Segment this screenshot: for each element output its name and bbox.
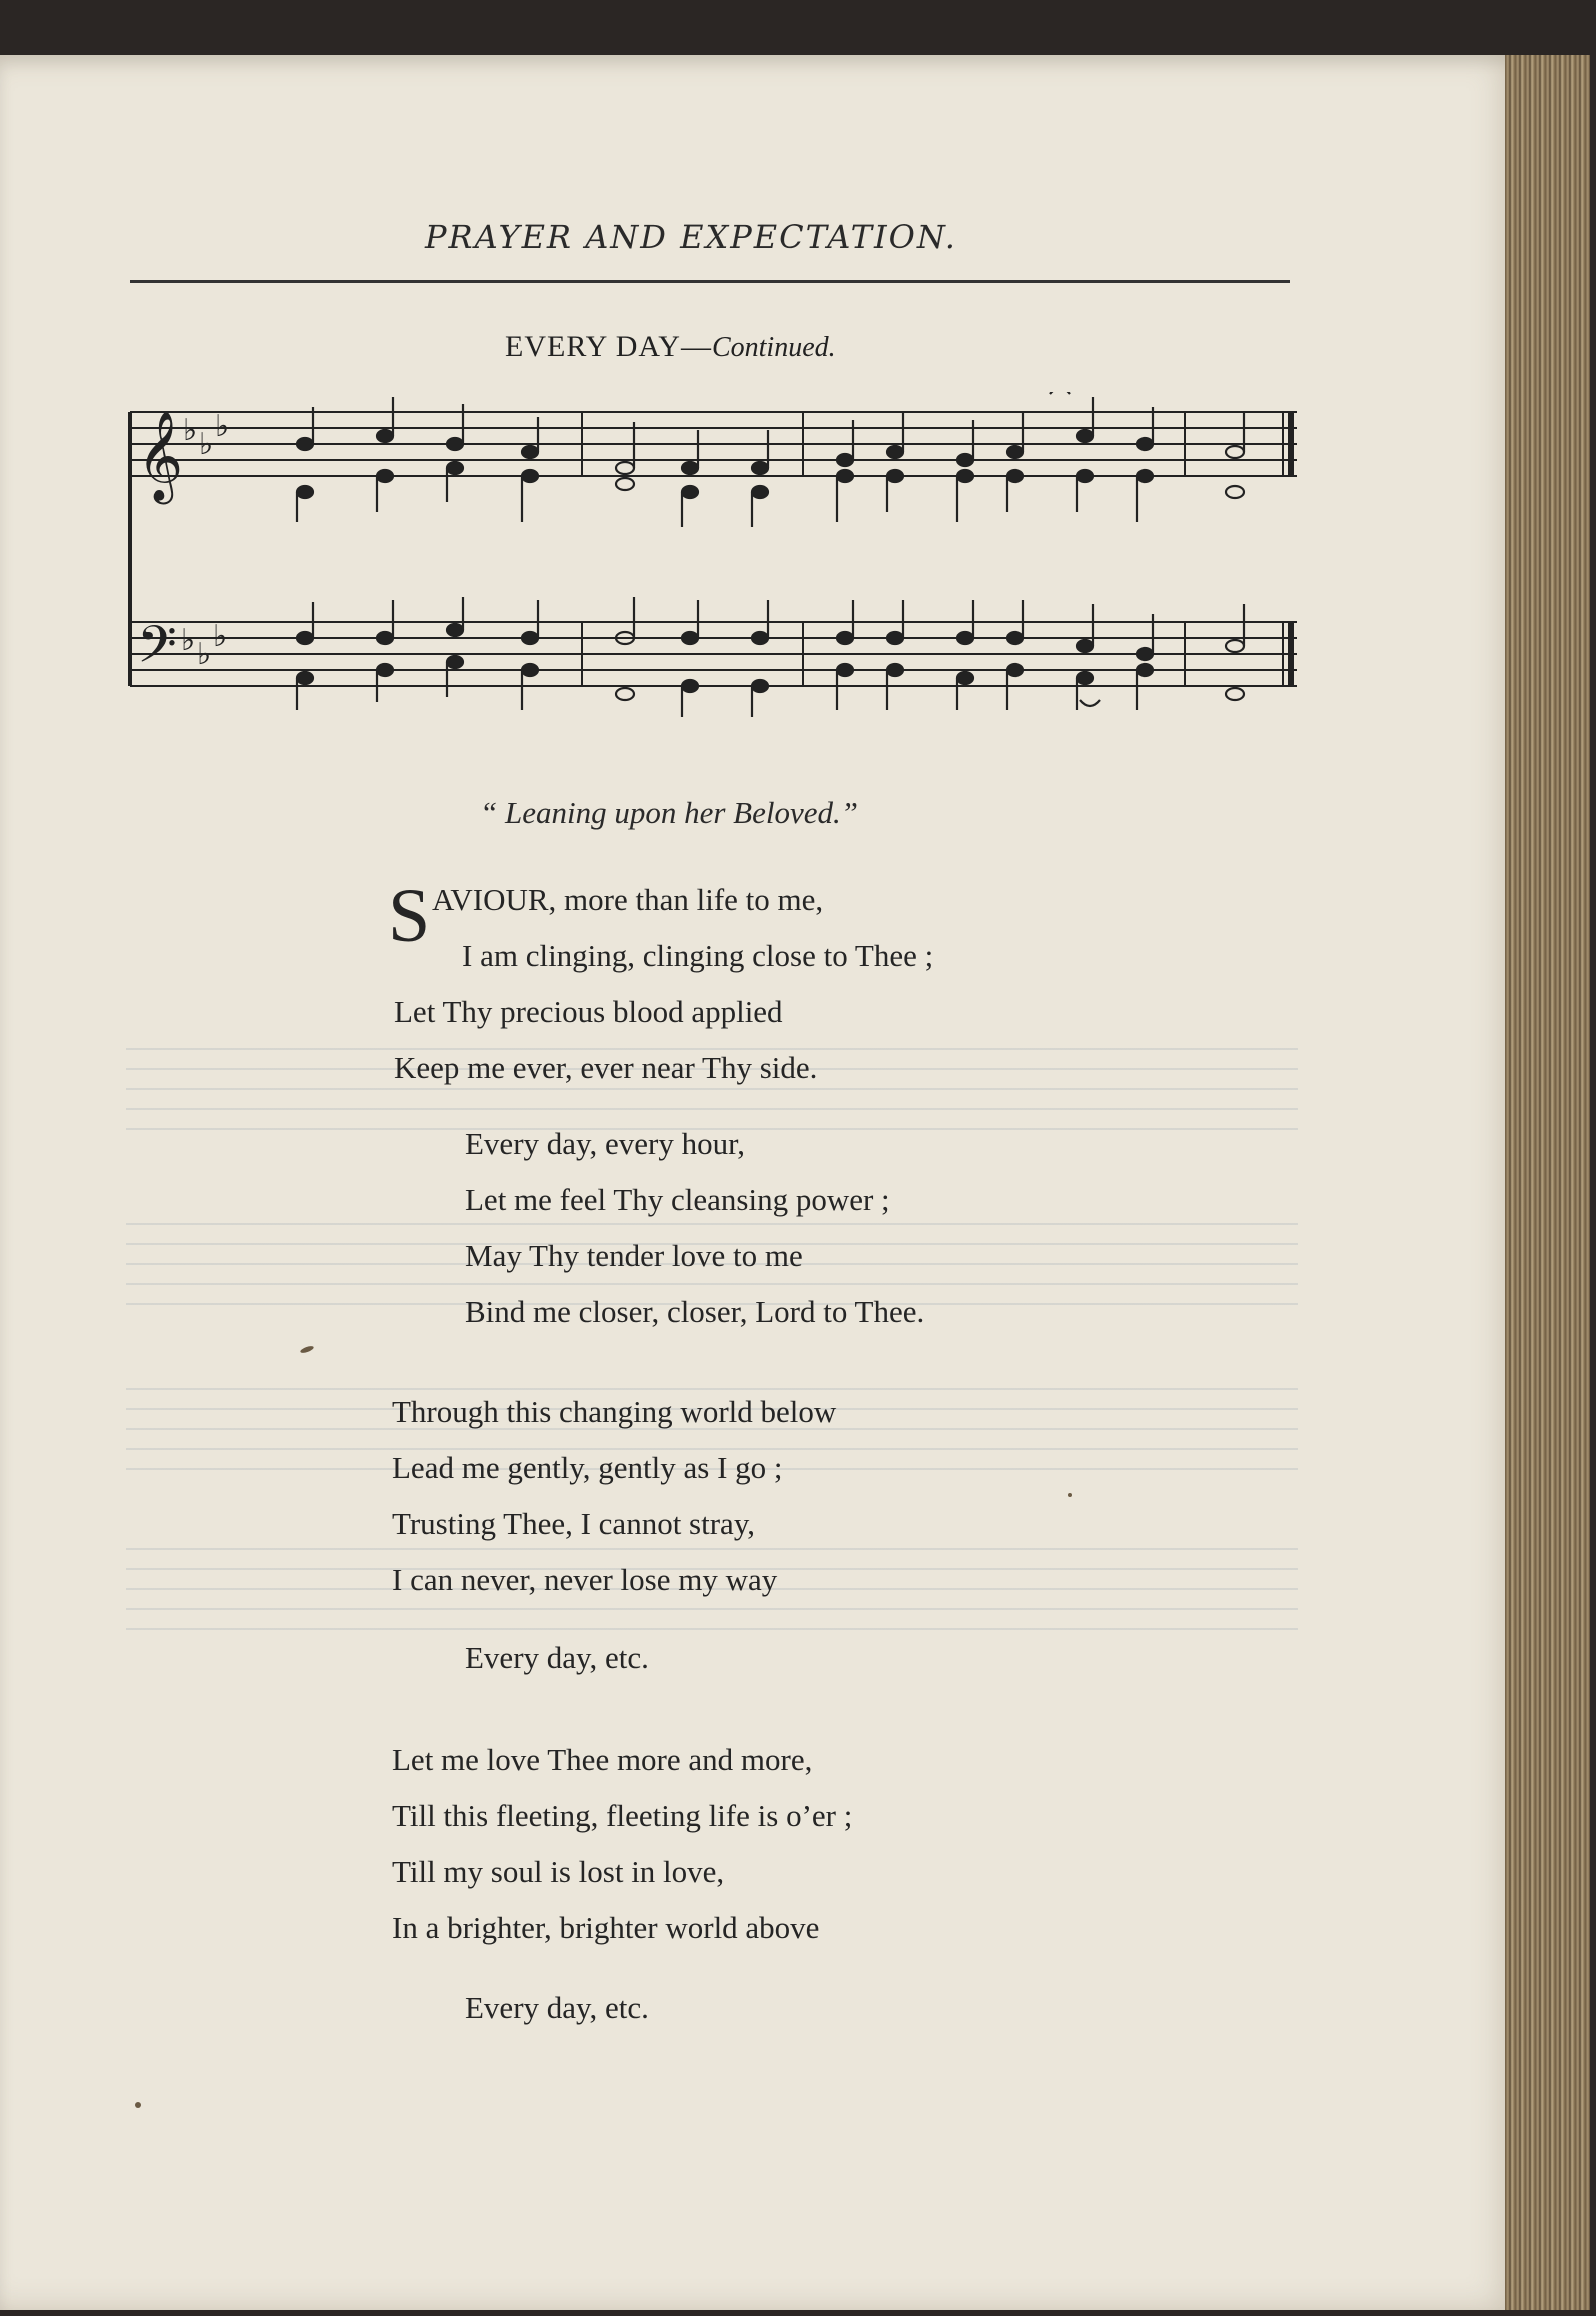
refrain-line: Every day, etc. [465,1990,649,2025]
header-rule [130,280,1290,283]
svg-text:♭: ♭ [215,409,230,444]
chorus-line: Bind me closer, closer, Lord to Thee. [465,1294,925,1329]
verse-line: Let Thy precious blood applied [394,994,783,1029]
svg-text:♭: ♭ [181,623,196,658]
music-score [125,392,1305,742]
verse-line: Keep me ever, ever near Thy side. [394,1050,818,1085]
chorus-line: May Thy tender love to me [465,1238,803,1273]
chorus-line: Every day, every hour, [465,1126,745,1161]
running-title: PRAYER AND EXPECTATION. [425,218,957,256]
svg-text:♭: ♭ [197,637,212,672]
page-edges [1505,55,1590,2310]
verse-line: I can never, never lose my way [392,1562,778,1597]
verse-line: Till my soul is lost in love, [392,1854,725,1889]
verse-line: Lead me gently, gently as I go ; [392,1450,783,1485]
treble-clef: 𝄞 [137,411,184,501]
verse-line: In a brighter, brighter world above [392,1910,820,1945]
svg-text:♭: ♭ [213,619,228,654]
drop-cap: S [388,874,431,958]
notes [297,392,1244,717]
svg-text:♭: ♭ [199,427,214,462]
svg-text:♭: ♭ [183,413,198,448]
chorus-line: Let me feel Thy cleansing power ; [465,1182,890,1217]
refrain-line: Every day, etc. [465,1640,649,1675]
verse-line: Trusting Thee, I cannot stray, [392,1506,756,1541]
verse-line: Till this fleeting, fleeting life is o’er ; [392,1798,853,1833]
paper-speck [1068,1493,1072,1497]
verse-line: I am clinging, clinging close to Thee ; [462,938,934,973]
paper-speck [135,2102,141,2108]
verse-line: Let me love Thee more and more, [392,1742,813,1777]
hymn-title: EVERY DAY—Continued. [505,330,836,363]
bass-clef: 𝄢 [137,614,177,687]
verse-line: AVIOUR, more than life to me, [432,882,824,917]
epigraph: “ Leaning upon her Beloved.” [480,795,858,830]
verse-line: Through this changing world below [392,1394,837,1429]
